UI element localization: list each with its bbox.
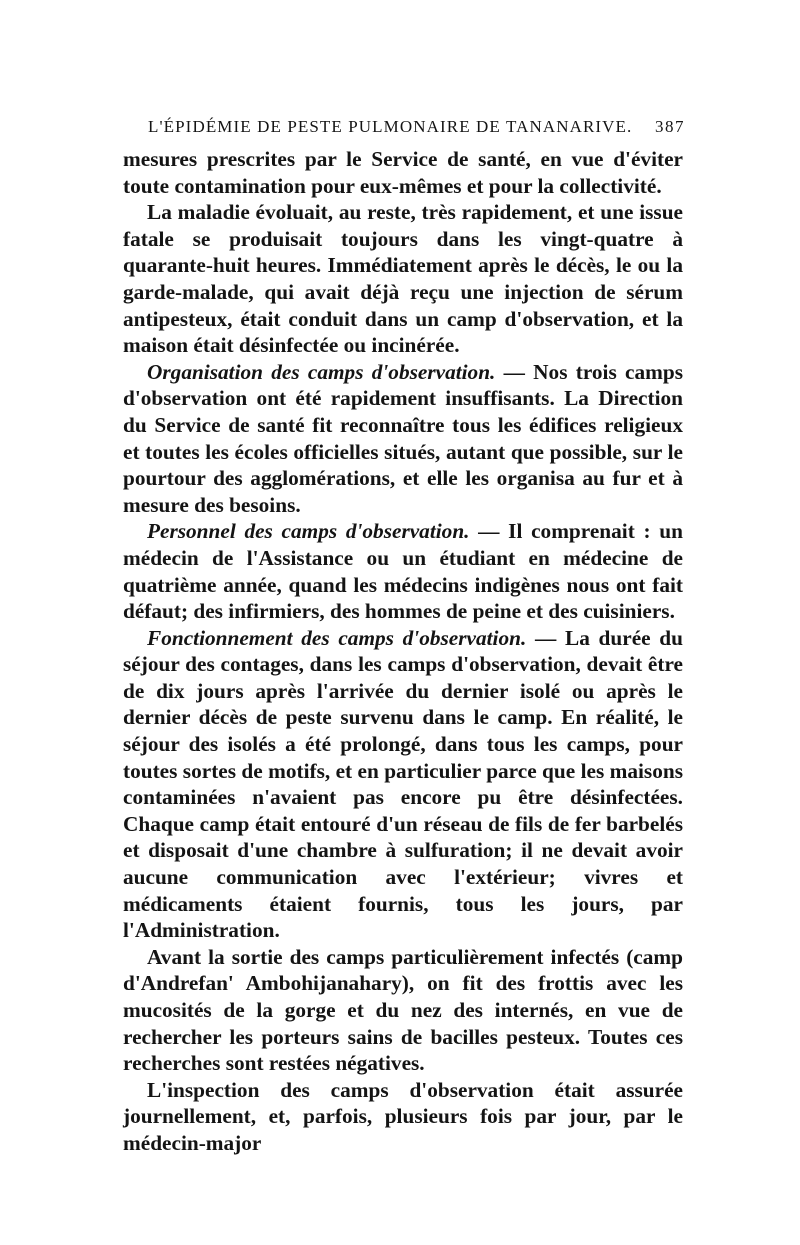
paragraph-camp-staff — [123, 518, 683, 624]
paragraph-text: L'inspection des camps d'observation était assurée journellement, et, parfois, plusieurs fois par jour, par le médecin-major — [123, 1077, 683, 1155]
paragraph-swab-tests — [123, 944, 683, 1077]
paragraph-camp-organisation — [123, 359, 683, 519]
page-number: 387 — [655, 117, 685, 136]
section-heading: Fonctionnement des camps d'observation. — [147, 625, 527, 650]
paragraph-camp-operation — [123, 625, 683, 944]
paragraph-text: Avant la sortie des camps particulièrement infectés (camp d'Andrefan' Ambohijanahary), on fit des frottis avec les mucosités de la gorge et du nez des internés, en vue de rechercher les porteurs sains de bacilles pesteux. Toutes ces recherches sont restées négatives. — [123, 944, 683, 1076]
paragraph-text: mesures prescrites par le Service de santé, en vue d'éviter toute contamination pour eux-mêmes et pour la collectivité. — [123, 147, 683, 198]
section-heading: Organisation des camps d'observation. — [147, 359, 496, 384]
section-heading: Personnel des camps d'observation. — [147, 519, 470, 544]
paragraph-disease-course — [123, 199, 683, 359]
paragraph-continuation — [123, 146, 683, 199]
paragraph-camp-inspection — [123, 1077, 683, 1157]
running-head — [148, 116, 685, 138]
paragraph-text: — La durée du séjour des contages, dans les camps d'observation, devait être de dix jours après l'arrivée du dernier isolé ou après le dernier décès de peste survenu dans le camp. En réalité, le séjour des isolés a été prolongé, dans tous les camps, pour toutes sortes de motifs, et en particulier parce que les maisons contaminées n'avaient pas encore pu être désinfectées. Chaque camp était entouré d'un réseau de fils de fer barbelés et disposait d'une chambre à sulfuration; il ne devait avoir aucune communication avec l'extérieur; vivres et médicaments étaient fournis, tous les jours, par l'Administration. — [123, 625, 683, 943]
paragraph-text: — Nos trois camps d'observation ont été rapidement insuffisants. La Direction du Service de santé fit reconnaître tous les édifices religieux et toutes les écoles officielles situés, autant que possible, sur le pourtour des agglomérations, et elle les organisa au fur et à mesure des besoins. — [123, 359, 683, 517]
paragraph-text: La maladie évoluait, au reste, très rapidement, et une issue fatale se produisait toujours dans les vingt-quatre à quarante-huit heures. Immédiatement après le décès, le ou la garde-malade, qui avait déjà reçu une injection de sérum antipesteux, était conduit dans un camp d'observation, et la maison était désinfectée ou incinérée. — [123, 200, 683, 358]
paragraph-text: — Il comprenait : un médecin de l'Assistance ou un étudiant en médecine de quatrième année, quand les médecins indigènes nous ont fait défaut; des infirmiers, des hommes de peine et des cuisiniers. — [123, 519, 683, 624]
body-text — [123, 146, 683, 1157]
running-title: L'ÉPIDÉMIE DE PESTE PULMONAIRE DE TANANARIVE. — [148, 117, 633, 136]
